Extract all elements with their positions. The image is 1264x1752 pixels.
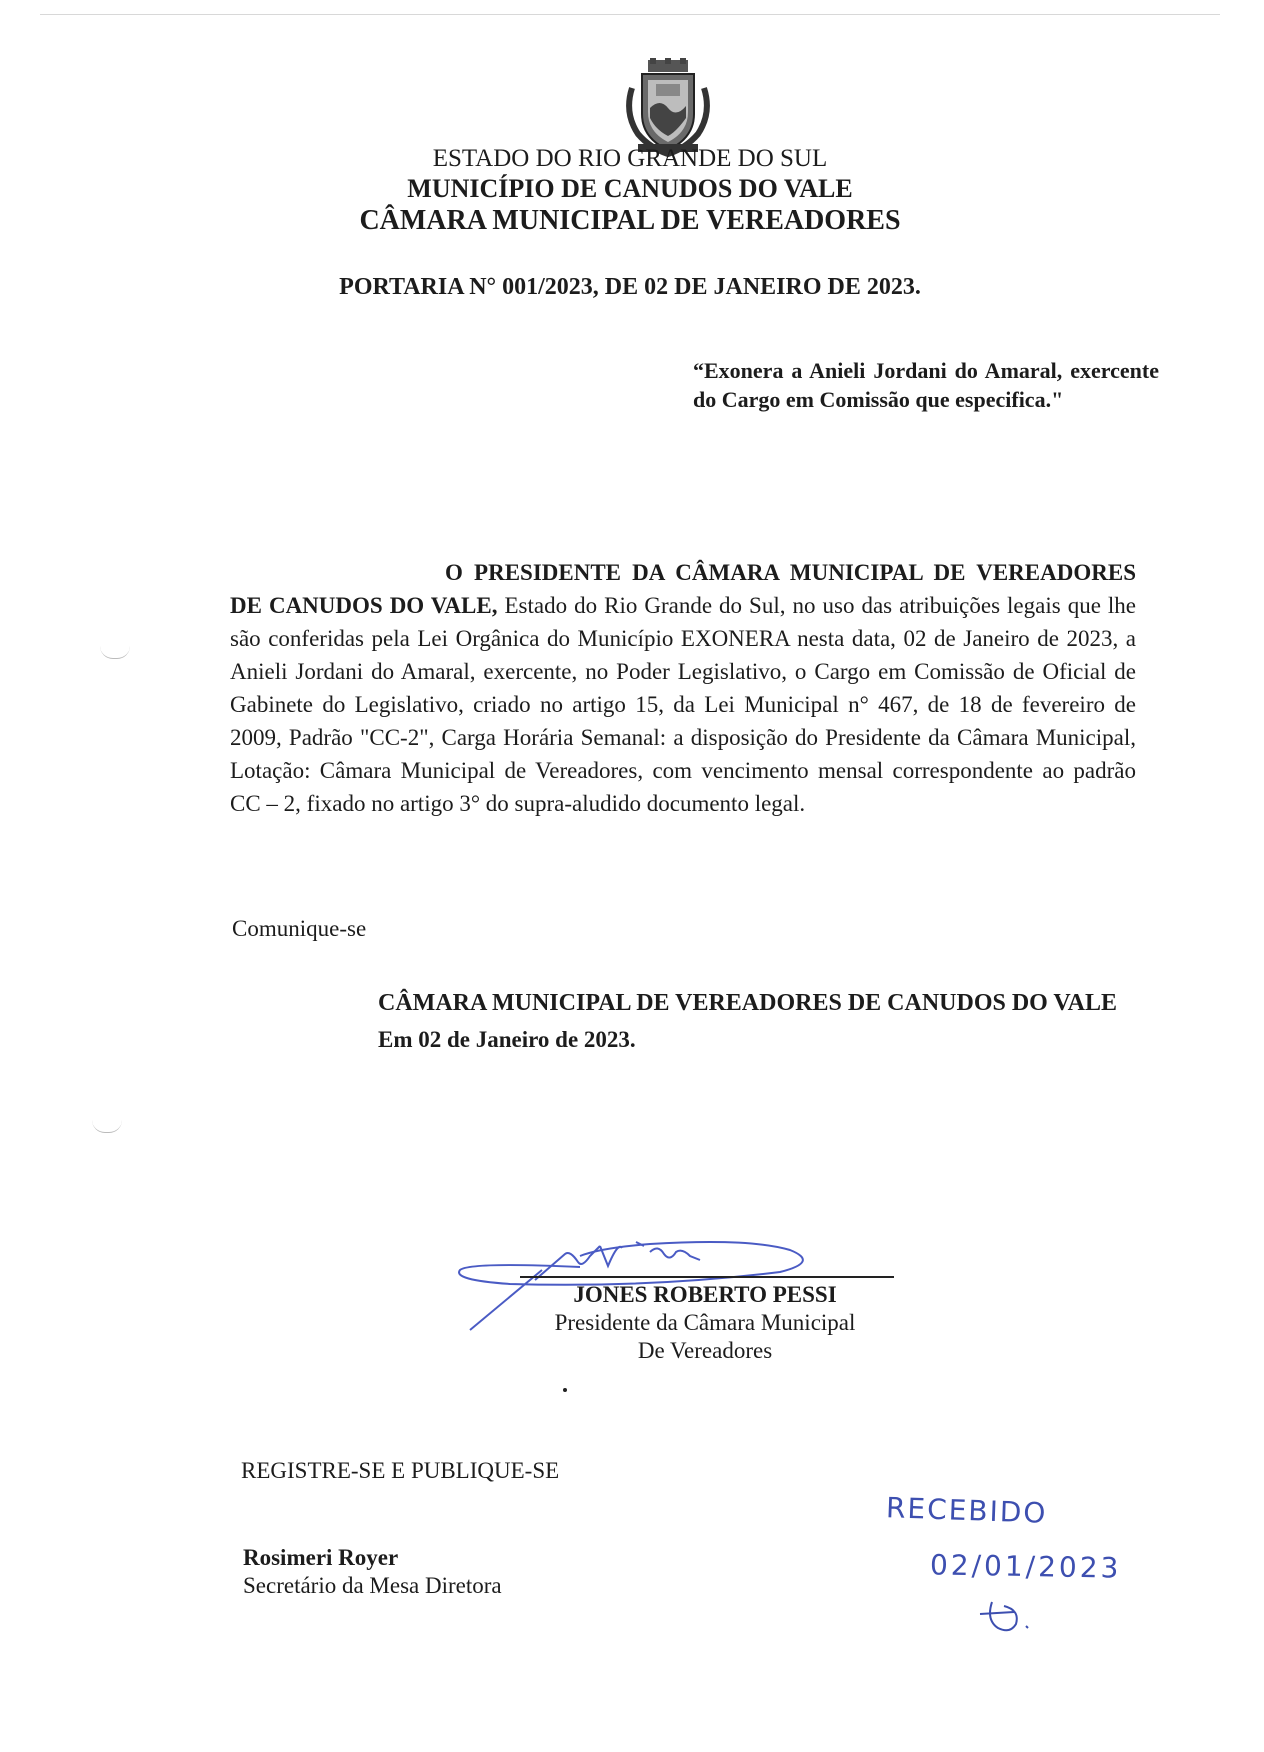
signer-role-continued: De Vereadores: [637, 1338, 773, 1363]
received-label: RECEBIDO: [885, 1491, 1048, 1530]
ementa-summary: “Exonera a Anieli Jordani do Amaral, exercente do Cargo em Comissão que especifica.": [693, 358, 1159, 412]
body-lead: O PRESIDENTE DA CÂMARA MUNICIPAL DE VEREADORES DE CANUDOS DO VALE,: [230, 560, 1136, 618]
handwritten-initials: [970, 1590, 1060, 1640]
header-state: ESTADO DO RIO GRANDE DO SUL: [432, 145, 828, 172]
received-date: 02/01/2023: [929, 1548, 1122, 1585]
scan-edge-line: [40, 14, 1220, 15]
body-text: Estado do Rio Grande do Sul, no uso das atribuições legais que lhe são conferidas pela Lei Orgânica do Município EXONERA nesta data, 02 de Janeiro de 2023, a Anieli Jordani do Amaral, exercente, no Poder Legislativo, o Cargo em Comissão de Oficial de Gabinete do Legislativo, criado no artigo 15, da Lei Municipal n° 467, de 18 de fevereiro de 2009, Padrão "CC-2", Carga Horária Semanal: a disposição do Presidente da Câmara Municipal, Lotação: Câmara Municipal de Vereadores, com vencimento mensal correspondente ao padrão CC – 2, fixado no artigo 3° do supra-aludido documento legal.: [230, 593, 1137, 816]
municipal-coat-of-arms-icon: [620, 58, 716, 158]
signer-name: JONES ROBERTO PESSI: [573, 1282, 837, 1307]
header-municipality: MUNICÍPIO DE CANUDOS DO VALE: [407, 174, 853, 203]
punch-hole-mark: [100, 646, 130, 659]
comunique-text: Comunique-se: [232, 916, 367, 941]
signer-role: Presidente da Câmara Municipal: [554, 1310, 856, 1335]
secretary-role: Secretário da Mesa Diretora: [243, 1573, 502, 1598]
signature-line: [520, 1276, 894, 1278]
punch-hole-mark: [92, 1120, 122, 1133]
secretary-name: Rosimeri Royer: [243, 1545, 399, 1570]
date-line: Em 02 de Janeiro de 2023.: [378, 1027, 636, 1052]
header-chamber: CÂMARA MUNICIPAL DE VEREADORES: [359, 205, 901, 236]
ink-speck: [563, 1388, 567, 1392]
registre-text: REGISTRE-SE E PUBLIQUE-SE: [241, 1458, 560, 1483]
body-paragraph: [230, 556, 1136, 820]
document-title: PORTARIA N° 001/2023, DE 02 DE JANEIRO DE 2023.: [339, 274, 921, 300]
location-line: CÂMARA MUNICIPAL DE VEREADORES DE CANUDOS DO VALE: [378, 990, 1117, 1016]
